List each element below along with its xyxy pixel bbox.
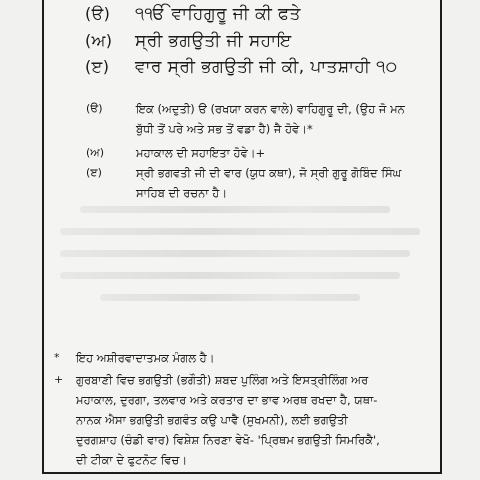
footnote-line: ਦੀ ਟੀਕਾ ਦੇ ਫੁਟਨੋਟ ਵਿਚ। — [76, 453, 188, 467]
header-line-3 — [85, 57, 398, 77]
footnote-line: ਗੁਰਬਾਣੀ ਵਿਚ ਭਗਉਤੀ (ਭਗੌਤੀ) ਸ਼ਬਦ ਪੁਲਿੰਗ ਅਤੇ ਇਸਤ੍ਰੀਲਿੰਗ ਅਰ — [76, 373, 369, 387]
explanation-2 — [86, 143, 436, 163]
header-line-1 — [85, 4, 301, 24]
header-line-2 — [85, 31, 292, 51]
footnote-line: ਦੁਰਗਸ਼ਾਹ (ਚੰਡੀ ਵਾਰ) ਵਿਸ਼ੇਸ਼ ਨਿਰਣਾ ਵੇਖੋ- 'ਪ੍ਰਿਥਮ ਭਗਉਤੀ ਸਿਮਰਿਕੈ', — [76, 433, 380, 447]
header-text: ੧ੴ ਵਾਹਿਗੁਰੂ ਜੀ ਕੀ ਫਤੇ — [135, 4, 301, 24]
footnote-marker: + — [54, 373, 64, 386]
footnote-marker: * — [54, 351, 60, 364]
explanation-line: ਬੁੱਧੀ ਤੋਂ ਪਰੇ ਅਤੇ ਸਭ ਤੋਂ ਵਡਾ ਹੈ) ਜੈ ਹੋਵੇ।* — [136, 122, 313, 136]
footnote-1 — [54, 348, 436, 368]
explanation-line: ਇਕ (ਅਦੁਤੀ) ੳ (ਰਖਯਾ ਕਰਨ ਵਾਲੇ) ਵਾਹਿਗੁਰੂ ਦੀ, (ਉਹ ਜੋ ਮਨ — [136, 102, 405, 116]
explanation-3 — [86, 163, 436, 203]
header-text: ਸ੍ਰੀ ਭਗਉਤੀ ਜੀ ਸਹਾਇ — [135, 31, 292, 51]
explanation-marker: (ਅ) — [86, 146, 105, 159]
explanation-marker: (ੲ) — [86, 166, 102, 179]
footnote-line: ਇਹ ਅਸ਼ੀਰਵਾਦਾਤਮਕ ਮੰਗਲ ਹੈ। — [76, 351, 215, 365]
explanation-line: ਸਾਹਿਬ ਦੀ ਰਚਨਾ ਹੈ। — [136, 186, 228, 200]
explanation-line: ਸ੍ਰੀ ਭਗਵਤੀ ਜੀ ਦੀ ਵਾਰ (ਯੁਧ ਕਥਾ), ਜੋ ਸ੍ਰੀ ਗੁਰੂ ਗੋਬਿੰਦ ਸਿੰਘ — [136, 166, 402, 180]
explanation-1 — [86, 99, 436, 139]
header-marker: (ੳ) — [85, 4, 111, 23]
explanation-line: ਮਹਾਕਾਲ ਦੀ ਸਹਾਇਤਾ ਹੋਵੇ।+ — [136, 146, 266, 160]
footnote-2 — [54, 370, 436, 470]
header-text: ਵਾਰ ਸ੍ਰੀ ਭਗਉਤੀ ਜੀ ਕੀ, ਪਾਤਸ਼ਾਹੀ ੧੦ — [135, 57, 398, 77]
footnote-line: ਮਹਾਕਾਲ, ਦੁਰਗਾ, ਤਲਵਾਰ ਅਤੇ ਕਰਤਾਰ ਦਾ ਭਾਵ ਅਰਥ ਰਖਦਾ ਹੈ, ਯਥਾ- — [76, 393, 378, 407]
header-marker: (ੲ) — [85, 57, 110, 76]
header-marker: (ਅ) — [85, 31, 113, 50]
explanation-marker: (ੳ) — [86, 102, 103, 115]
footnote-line: ਨਾਨਕ ਐਸਾ ਭਗਉਤੀ ਭਗਵੰਤ ਕਉ ਪਾਵੈ (ਸੁਖਮਨੀ), ਲਈ ਭਗਉਤੀ — [76, 413, 348, 427]
